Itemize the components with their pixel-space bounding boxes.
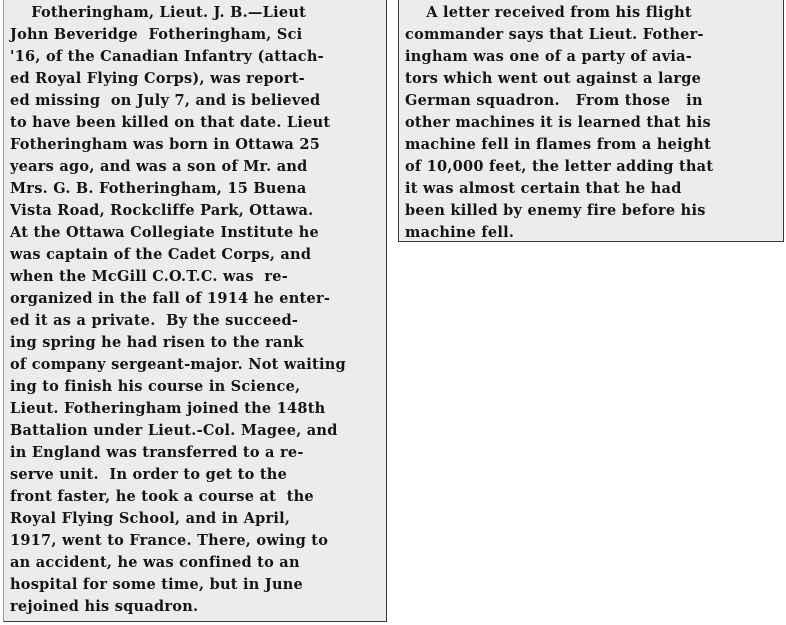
text-line: Fotheringham was born in Ottawa 25 (10, 136, 321, 153)
text-line: ing spring he had risen to the rank (10, 334, 304, 351)
text-line: years ago, and was a son of Mr. and (10, 158, 308, 175)
text-line: 1917, went to France. There, owing to (10, 532, 329, 549)
article-column-left (3, 0, 387, 622)
text-line: when the McGill C.O.T.C. was re- (10, 268, 288, 285)
text-line: front faster, he took a course at the (10, 488, 314, 505)
text-line: serve unit. In order to get to the (10, 466, 288, 483)
text-line: John Beveridge Fotheringham, Sci (10, 26, 303, 43)
text-line: '16, of the Canadian Infantry (attach- (10, 48, 324, 65)
text-line: was captain of the Cadet Corps, and (10, 246, 312, 263)
text-line: hospital for some time, but in June (10, 576, 304, 593)
text-line: commander says that Lieut. Fother- (405, 26, 704, 43)
text-line: tors which went out against a large (405, 70, 702, 87)
text-line: in England was transferred to a re- (10, 444, 304, 461)
text-line: other machines it is learned that his (405, 114, 711, 131)
text-line: of 10,000 feet, the letter adding that (405, 158, 714, 175)
text-line: been killed by enemy fire before his (405, 202, 706, 219)
text-line: At the Ottawa Collegiate Institute he (10, 224, 319, 241)
text-line: machine fell. (405, 224, 515, 241)
text-line: ed Royal Flying Corps), was report- (10, 70, 305, 87)
text-line: organized in the fall of 1914 he enter- (10, 290, 331, 307)
text-line: Royal Flying School, and in April, (10, 510, 291, 527)
text-line: Mrs. G. B. Fotheringham, 15 Buena (10, 180, 307, 197)
article-column-right (398, 0, 784, 242)
text-line: Fotheringham, Lieut. J. B.—Lieut (10, 4, 307, 21)
text-line: ingham was one of a party of avia- (405, 48, 693, 65)
text-line: Lieut. Fotheringham joined the 148th (10, 400, 326, 417)
text-line: rejoined his squadron. (10, 598, 199, 615)
text-line: A letter received from his flight (405, 4, 692, 21)
text-line: ed missing on July 7, and is believed (10, 92, 321, 109)
text-line: Vista Road, Rockcliffe Park, Ottawa. (10, 202, 314, 219)
text-line: Battalion under Lieut.-Col. Magee, and (10, 422, 338, 439)
text-line: it was almost certain that he had (405, 180, 682, 197)
text-line: machine fell in flames from a height (405, 136, 712, 153)
text-line: of company sergeant-major. Not waiting (10, 356, 346, 373)
text-line: German squadron. From those in (405, 92, 703, 109)
text-line: ed it as a private. By the succeed- (10, 312, 299, 329)
text-line: to have been killed on that date. Lieut (10, 114, 331, 131)
text-line: an accident, he was confined to an (10, 554, 300, 571)
text-line: ing to finish his course in Science, (10, 378, 301, 395)
